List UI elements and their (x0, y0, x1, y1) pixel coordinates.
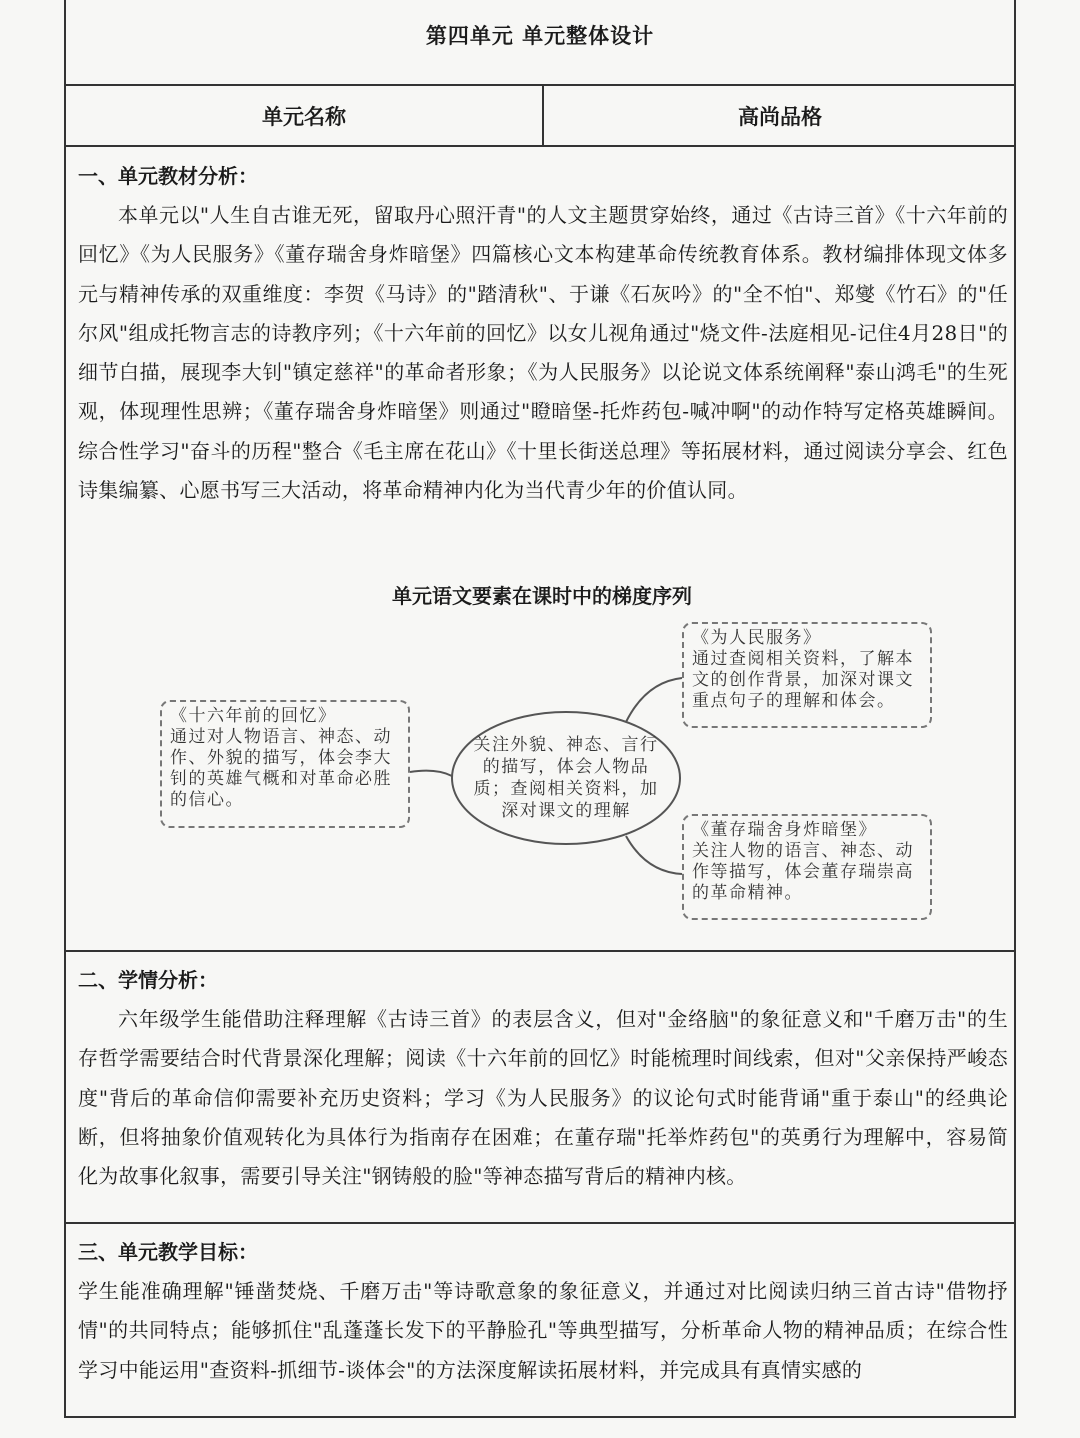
node-title: 《董存瑞舍身炸暗堡》 (692, 820, 877, 840)
center-node: 关注外貌、神态、言行的描写，体会人物品质；查阅相关资料，加深对课文的理解 (473, 735, 659, 821)
node-sixteen-years-ago (160, 700, 410, 828)
node-dong-cunrui (682, 814, 932, 920)
row-divider (66, 950, 1014, 952)
mindmap-title: 单元语文要素在课时中的梯度序列 (392, 584, 692, 608)
document-title: 第四单元 单元整体设计 (425, 23, 655, 48)
node-serve-the-people (682, 622, 932, 728)
unit-name-label: 单元名称 (262, 104, 346, 129)
unit-name-value: 高尚品格 (738, 104, 822, 129)
node-title: 《为人民服务》 (692, 628, 822, 648)
connector-left (410, 771, 452, 776)
row-divider (66, 84, 1014, 86)
learner-analysis-text: 六年级学生能借助注释理解《古诗三首》的表层含义，但对"金络脑"的象征意义和"千磨万击"的生存哲学需要结合时代背景深化理解；阅读《十六年前的回忆》时能梳理时间线索，但对"父亲保持严峻态度"背后的革命信仰需要补充历史资料；学习《为人民服务》的议论句式时能背诵"重于泰山"的经典论断，但将抽象价值观转化为具体行为指南存在困难；在董存瑞"托举炸药包"的英勇行为理解中，容易简化为故事化叙事，需要引导关注"钢铸般的脸"等神态描写背后的精神内核。 (78, 1007, 1008, 1189)
node-title: 《十六年前的回忆》 (170, 706, 337, 726)
section-heading-teaching-goals: 三、单元教学目标： (78, 1240, 258, 1264)
unit-design-table (64, 0, 1016, 1418)
teaching-goals-text: 学生能准确理解"锤凿焚烧、千磨万击"等诗歌意象的象征意义，并通过对比阅读归纳三首古诗"借物抒情"的共同特点；能够抓住"乱蓬蓬长发下的平静脸孔"等典型描写，分析革命人物的精神品质；在综合性学习中能运用"查资料-抓细节-谈体会"的方法深度解读拓展材料，并完成具有真情实感的 (78, 1279, 1008, 1382)
node-text: 通过对人物语言、神态、动作、外貌的描写，体会李大钊的英雄气概和对革命必胜的信心。 (170, 727, 392, 810)
node-text: 通过查阅相关资料，了解本文的创作背景，加深对课文重点句子的理解和体会。 (692, 649, 914, 711)
material-analysis-text: 本单元以"人生自古谁无死，留取丹心照汗青"的人文主题贯穿始终，通过《古诗三首》《十六年前的回忆》《为人民服务》《董存瑞舍身炸暗堡》四篇核心文本构建革命传统教育体系。教材编排体现文体多元与精神传承的双重维度：李贺《马诗》的"踏清秋"、于谦《石灰吟》的"全不怕"、郑燮《竹石》的"任尔风"组成托物言志的诗教序列；《十六年前的回忆》以女儿视角通过"烧文件-法庭相见-记住4月28日"的细节白描，展现李大钊"镇定慈祥"的革命者形象；《为人民服务》以论说文体系统阐释"泰山鸿毛"的生死观，体现理性思辨；《董存瑞舍身炸暗堡》则通过"瞪暗堡-托炸药包-喊冲啊"的动作特写定格英雄瞬间。综合性学习"奋斗的历程"整合《毛主席在花山》《十里长街送总理》等拓展材料，通过阅读分享会、红色诗集编纂、心愿书写三大活动，将革命精神内化为当代青少年的价值认同。 (78, 203, 1008, 503)
node-text: 关注人物的语言、神态、动作等描写，体会董存瑞崇高的革命精神。 (692, 841, 914, 903)
row-divider (66, 1222, 1014, 1224)
row-divider (66, 145, 1014, 147)
mindmap (66, 600, 1018, 940)
section-heading-material-analysis: 一、单元教材分析： (78, 164, 258, 188)
section-heading-learner-analysis: 二、学情分析： (78, 968, 218, 992)
